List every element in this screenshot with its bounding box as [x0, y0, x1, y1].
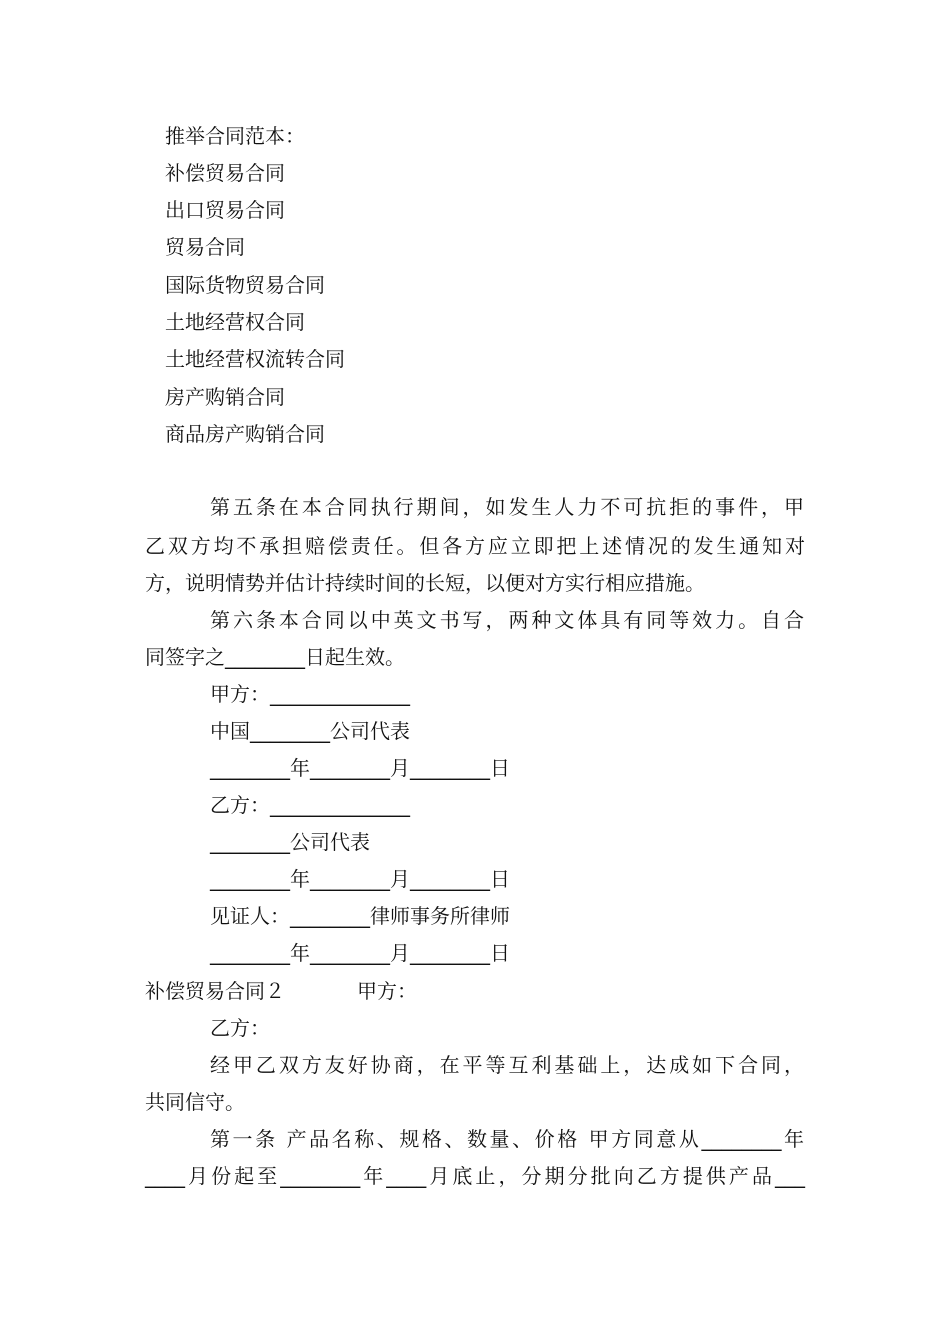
recommend-link-2[interactable]: 出口贸易合同 — [165, 198, 285, 222]
article5-line-3: 方，说明情势并估计持续时间的长短，以便对方实行相应措施。 — [145, 571, 705, 595]
party-b-date: ________年________月________日 — [210, 867, 510, 891]
party-a-signature: 甲方：______________ — [210, 682, 410, 706]
party-a-representative: 中国________公司代表 — [210, 719, 410, 743]
contract2-title-line — [145, 977, 417, 1005]
recommend-link-8[interactable]: 商品房产购销合同 — [165, 422, 325, 446]
recommend-link-4[interactable]: 国际货物贸易合同 — [165, 273, 325, 297]
article5-line-1: 第五条在本合同执行期间，如发生人力不可抗拒的事件，甲 — [210, 495, 804, 519]
contract2-title: 补偿贸易合同２ — [145, 979, 285, 1003]
party-b-representative: ________公司代表 — [210, 830, 370, 854]
recommend-link-6[interactable]: 土地经营权流转合同 — [165, 347, 345, 371]
recommend-link-7[interactable]: 房产购销合同 — [165, 385, 285, 409]
recommend-link-5[interactable]: 土地经营权合同 — [165, 310, 305, 334]
contract2-party-b: 乙方： — [210, 1016, 270, 1040]
article5-line-2: 乙双方均不承担赔偿责任。但各方应立即把上述情况的发生通知对 — [145, 534, 805, 558]
article6-line-2: 同签字之________日起生效。 — [145, 645, 405, 669]
witness-signature: 见证人：________律师事务所律师 — [210, 904, 510, 928]
contract2-intro-line-2: 共同信守。 — [145, 1090, 245, 1114]
contract2-article1-line-1: 第一条 产品名称、规格、数量、价格 甲方同意从________年 — [210, 1127, 804, 1151]
recommend-heading: 推举合同范本： — [165, 124, 305, 148]
recommend-link-1[interactable]: 补偿贸易合同 — [165, 161, 285, 185]
witness-date: ________年________月________日 — [210, 941, 510, 965]
contract2-article1-line-2: ____月份起至________年____月底止，分期分批向乙方提供产品___ — [145, 1164, 805, 1188]
party-a-date: ________年________月________日 — [210, 756, 510, 780]
contract2-intro-line-1: 经甲乙双方友好协商，在平等互利基础上，达成如下合同， — [210, 1053, 804, 1077]
contract2-party-a: 甲方： — [357, 979, 417, 1003]
party-b-signature: 乙方：______________ — [210, 793, 410, 817]
article6-line-1: 第六条本合同以中英文书写，两种文体具有同等效力。自合 — [210, 608, 804, 632]
recommend-link-3[interactable]: 贸易合同 — [165, 235, 245, 259]
